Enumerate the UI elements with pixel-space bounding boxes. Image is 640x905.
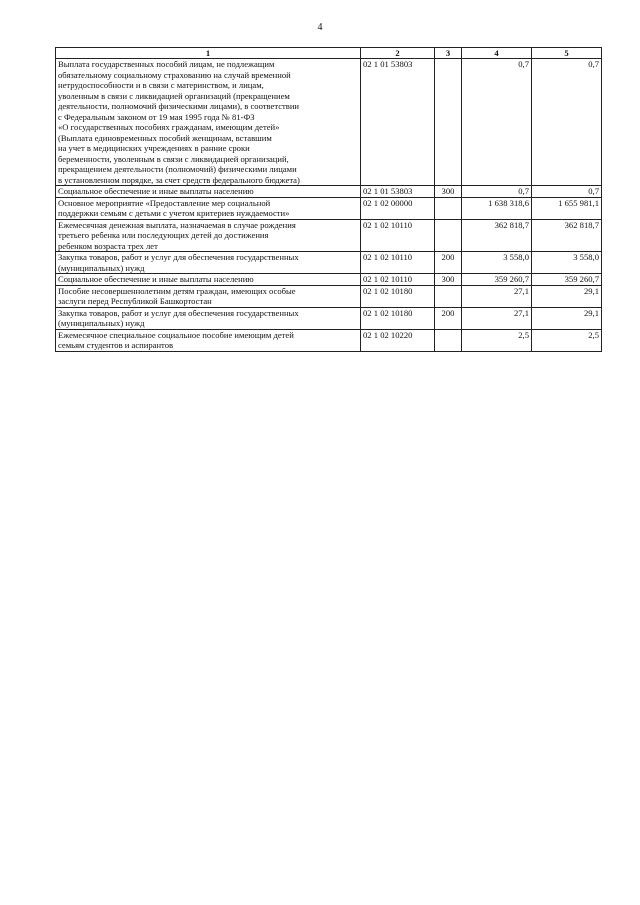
- table-row: [56, 219, 602, 252]
- row-value-col4: 1 638 318,6: [462, 197, 532, 219]
- table-row: [56, 59, 602, 186]
- row-value-col5: 0,7: [532, 59, 602, 186]
- row-code: 02 1 02 10110: [361, 219, 435, 252]
- row-code: 02 1 02 10110: [361, 252, 435, 274]
- row-expense-type: 300: [435, 274, 462, 286]
- row-name: Ежемесячное специальное социальное пособие имеющим детей семьям студентов и аспирантов: [56, 329, 361, 351]
- row-code: 02 1 01 53803: [361, 59, 435, 186]
- row-value-col4: 27,1: [462, 307, 532, 329]
- table-row: [56, 285, 602, 307]
- row-value-col5: 1 655 981,1: [532, 197, 602, 219]
- table-row: [56, 329, 602, 351]
- row-value-col5: 359 260,7: [532, 274, 602, 286]
- table-row: [56, 186, 602, 198]
- row-code: 02 1 01 53803: [361, 186, 435, 198]
- table-row: [56, 307, 602, 329]
- table-header-row: [56, 48, 602, 59]
- row-expense-type: [435, 285, 462, 307]
- row-expense-type: 200: [435, 307, 462, 329]
- budget-table: [55, 47, 602, 352]
- row-value-col4: 0,7: [462, 59, 532, 186]
- table-row: [56, 252, 602, 274]
- row-value-col5: 3 558,0: [532, 252, 602, 274]
- row-value-col5: 2,5: [532, 329, 602, 351]
- row-code: 02 1 02 10220: [361, 329, 435, 351]
- table-row: [56, 197, 602, 219]
- column-header: 3: [435, 48, 462, 59]
- row-value-col5: 29,1: [532, 307, 602, 329]
- row-expense-type: [435, 59, 462, 186]
- row-code: 02 1 02 10180: [361, 285, 435, 307]
- row-name: Основное мероприятие «Предоставление мер социальной поддержки семьям с детьми с учетом критериев нуждаемости»: [56, 197, 361, 219]
- row-expense-type: [435, 219, 462, 252]
- row-expense-type: [435, 197, 462, 219]
- row-name: Ежемесячная денежная выплата, назначаемая в случае рождения третьего ребенка или последующих детей до достижения ребенком возраста трех лет: [56, 219, 361, 252]
- row-code: 02 1 02 10180: [361, 307, 435, 329]
- column-header: 5: [532, 48, 602, 59]
- row-expense-type: 300: [435, 186, 462, 198]
- table-row: [56, 274, 602, 286]
- row-value-col5: 29,1: [532, 285, 602, 307]
- row-name: Социальное обеспечение и иные выплаты населению: [56, 186, 361, 198]
- row-name: Социальное обеспечение и иные выплаты населению: [56, 274, 361, 286]
- row-value-col5: 362 818,7: [532, 219, 602, 252]
- row-value-col4: 2,5: [462, 329, 532, 351]
- row-name: Закупка товаров, работ и услуг для обеспечения государственных (муниципальных) нужд: [56, 307, 361, 329]
- page-number: 4: [317, 22, 323, 33]
- row-value-col4: 0,7: [462, 186, 532, 198]
- column-header: 1: [56, 48, 361, 59]
- row-code: 02 1 02 00000: [361, 197, 435, 219]
- row-code: 02 1 02 10110: [361, 274, 435, 286]
- row-value-col5: 0,7: [532, 186, 602, 198]
- row-value-col4: 359 260,7: [462, 274, 532, 286]
- row-expense-type: 200: [435, 252, 462, 274]
- row-name: Пособие несовершеннолетним детям граждан, имеющих особые заслуги перед Республикой Башкортостан: [56, 285, 361, 307]
- column-header: 4: [462, 48, 532, 59]
- row-value-col4: 362 818,7: [462, 219, 532, 252]
- row-name: Закупка товаров, работ и услуг для обеспечения государственных (муниципальных) нужд: [56, 252, 361, 274]
- row-expense-type: [435, 329, 462, 351]
- row-value-col4: 27,1: [462, 285, 532, 307]
- row-name: Выплата государственных пособий лицам, не подлежащим обязательному социальному страхованию на случай временной нетрудоспособности и в связи с материнством, и лицам, уволенным в связи с ликвидацией организаций (прекращением деятельности, полномочий физическими лицами), в соответствии с Федеральным законом от 19 мая 1995 года № 81-ФЗ «О государственных пособиях гражданам, имеющим детей» (Выплата единовременных пособий женщинам, вставшим на учет в медицинских учреждениях в ранние сроки беременности, уволенным в связи с ликвидацией организаций, прекращением деятельности (полномочий) физическими лицами в установленном порядке, за счет средств федерального бюджета): [56, 59, 361, 186]
- row-value-col4: 3 558,0: [462, 252, 532, 274]
- column-header: 2: [361, 48, 435, 59]
